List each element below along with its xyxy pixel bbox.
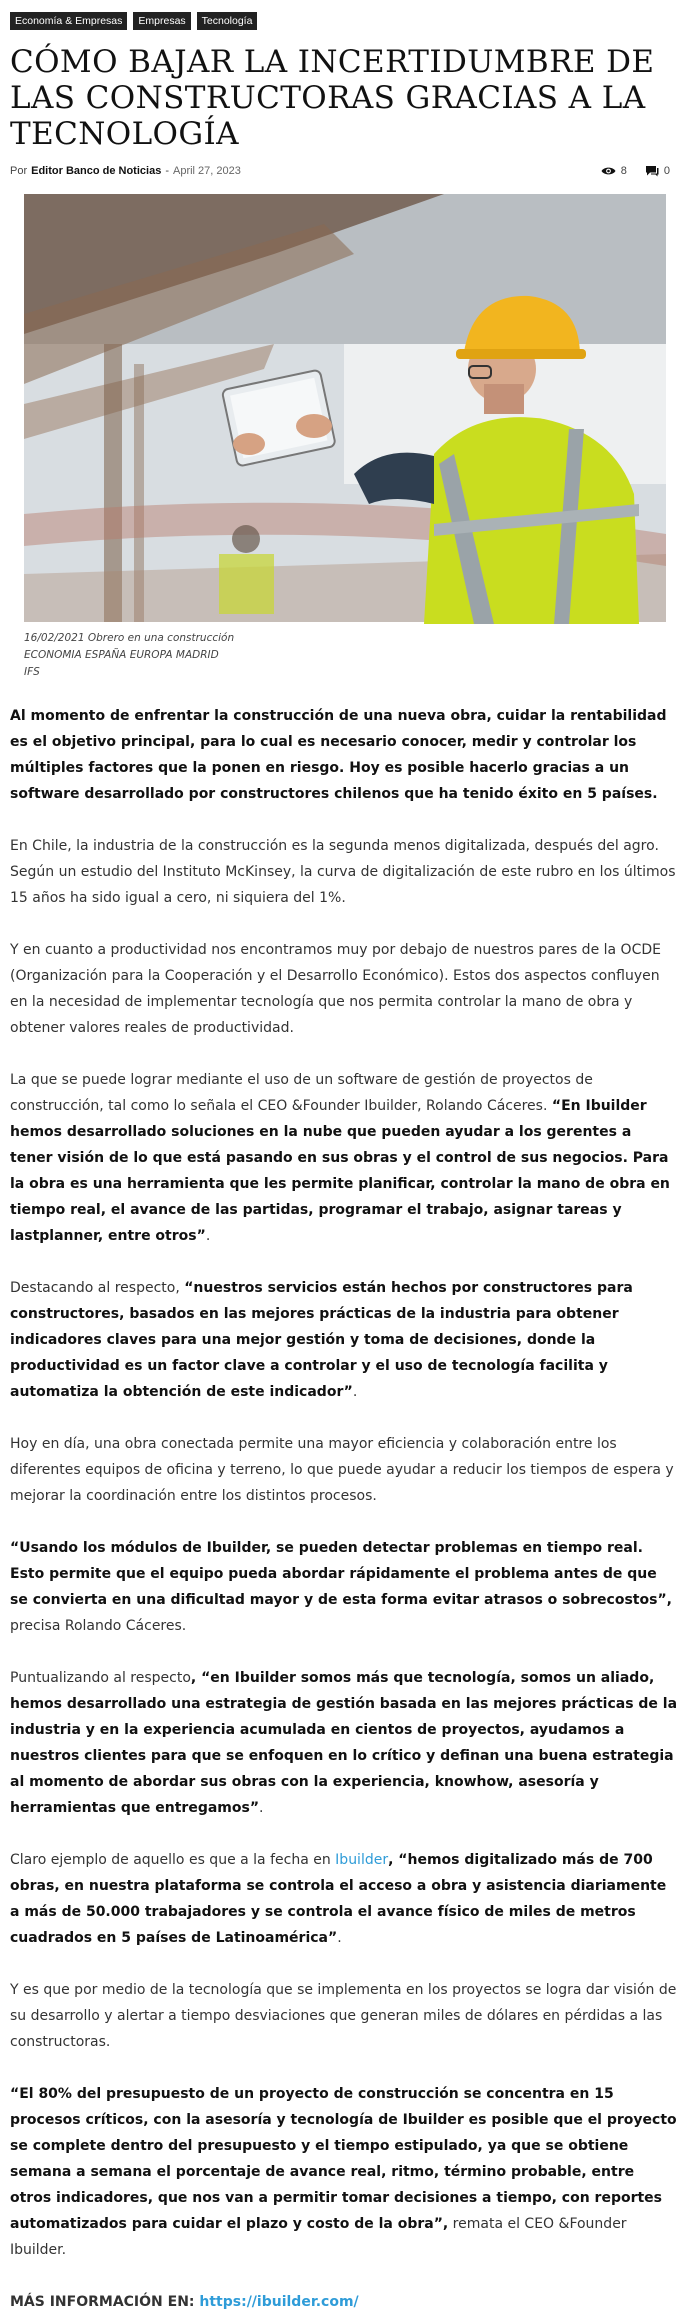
comments-count: 0 — [663, 165, 670, 177]
p8-quote: , “en Ibuilder somos más que tecnología, somos un aliado, hemos desarrollado una estrategia de gestión basada en las mejores prácticas de la industria y en la experiencia acumulada en cientos de proyectos, ayudamos a nuestros clientes para que se enfoquen en lo crítico y definan una buena estrategia al momento de abordar sus obras con la experiencia, knowhow, asesoría y herramientas que entregamos” — [10, 1670, 678, 1816]
p4-text: La que se puede lograr mediante el uso de un software de gestión de proyectos de construcción, tal como lo señala el CEO &Founder Ibuilder, Rolando Cáceres. — [10, 1072, 593, 1114]
p9-text: Claro ejemplo de aquello es que a la fecha en — [10, 1852, 336, 1868]
article-title: CÓMO BAJAR LA INCERTIDUMBRE DE LAS CONSTRUCTORAS GRACIAS A LA TECNOLOGÍA — [10, 44, 655, 152]
featured-figure — [24, 194, 666, 681]
featured-image — [24, 194, 666, 622]
paragraph-2: En Chile, la industria de la construcción es la segunda menos digitalizada, después del agro. Según un estudio del Instituto McKinsey, la curva de digitalización de este rubro en los últimos 15 años ha sido igual a cero, ni siquiera del 1%. — [10, 838, 676, 906]
paragraph-5 — [10, 1275, 678, 1405]
p4-quote: “En Ibuilder hemos desarrollado soluciones en la nube que pueden ayudar a los gerentes a tener visión de lo que está pasando en sus obras y el control de sus negocios. Para la obra es una herramienta que les permite planificar, controlar la mano de obra en tiempo real, el avance de las partidas, programar el trabajo, asignar tareas y lastplanner, entre otros” — [10, 1098, 670, 1244]
author-link[interactable]: Editor Banco de Noticias — [31, 165, 162, 177]
category-tag-economia[interactable]: Economía & Empresas — [10, 12, 127, 30]
p5-quote: “nuestros servicios están hechos por constructores para constructores, basados en las mejores prácticas de la industria para obtener indicadores claves para una mejor gestión y toma de decisiones, donde la productividad es un factor clave a controlar y el uso de tecnología facilita y automatiza la obtención de este indicador” — [10, 1280, 633, 1400]
more-info-label: MÁS INFORMACIÓN EN: — [10, 2294, 200, 2310]
views-count: 8 — [620, 165, 627, 177]
ibuilder-link[interactable]: Ibuilder — [335, 1852, 389, 1868]
lead-text: Al momento de enfrentar la construcción de una nueva obra, cuidar la rentabilidad es el objetivo principal, para lo cual es necesario conocer, medir y controlar los múltiples factores que la ponen en riesgo. Hoy es posible hacerlo gracias a un software desarrollado por constructores chilenos que ha tenido éxito en 5 países. — [10, 708, 667, 802]
p9-quote: , “hemos digitalizado más de 700 obras, en nuestra plataforma se controla el acceso a obra y asistencia diariamente a más de 50.000 trabajadores y se controla el avance físico de miles de metros cuadrados en 5 países de Latinoamérica” — [10, 1852, 667, 1946]
comment-icon — [645, 165, 659, 177]
views-stat — [601, 165, 627, 177]
paragraph-11 — [10, 2081, 678, 2263]
paragraph-8 — [10, 1665, 678, 1821]
category-tag-tecnologia[interactable]: Tecnología — [197, 12, 258, 30]
paragraph-6: Hoy en día, una obra conectada permite una mayor eficiencia y colaboración entre los diferentes equipos de oficina y terreno, lo que puede ayudar a reducir los tiempos de espera y mejorar la coordinación entre los distintos procesos. — [10, 1436, 674, 1504]
caption-line-1: 16/02/2021 Obrero en una construcción — [24, 632, 235, 644]
paragraph-9 — [10, 1847, 678, 1951]
p8-end: . — [259, 1800, 264, 1816]
p9-end: . — [337, 1930, 342, 1946]
p8-text: Puntualizando al respecto — [10, 1670, 191, 1686]
article-meta — [10, 162, 678, 180]
caption-line-3: IFS — [24, 666, 40, 678]
paragraph-4 — [10, 1067, 678, 1249]
comments-stat[interactable] — [645, 165, 670, 177]
p11-text: remata el CEO &Founder Ibuilder. — [10, 2216, 627, 2258]
more-info-link[interactable]: https://ibuilder.com/ — [199, 2294, 359, 2310]
paragraph-3: Y en cuanto a productividad nos encontramos muy por debajo de nuestros pares de la OCDE (Organización para la Cooperación y el Desarrollo Económico). Estos dos aspectos confluyen en la necesidad de implementar tecnología que nos permita controlar la mano de obra y obtener valores reales de productividad. — [10, 942, 661, 1036]
meta-separator: - — [165, 165, 169, 177]
p5-end: . — [352, 1384, 358, 1400]
caption-line-2: ECONOMIA ESPAÑA EUROPA MADRID — [24, 649, 219, 661]
paragraph-1 — [10, 703, 678, 807]
article-body — [10, 703, 678, 2315]
p4-end: . — [205, 1228, 211, 1244]
p7-quote: “Usando los módulos de Ibuilder, se pueden detectar problemas en tiempo real. Esto permite que el equipo pueda abordar rápidamente el problema antes de que se convierta en una dificultad mayor y de esta forma evitar atrasos o sobrecostos”, — [10, 1540, 672, 1608]
publish-date: April 27, 2023 — [173, 165, 241, 177]
p5-text: Destacando al respecto, — [10, 1280, 185, 1296]
category-tag-empresas[interactable]: Empresas — [133, 12, 190, 30]
more-info — [10, 2289, 678, 2315]
paragraph-7 — [10, 1535, 678, 1639]
p11-quote: “El 80% del presupuesto de un proyecto de construcción se concentra en 15 procesos críticos, con la asesoría y tecnología de Ibuilder es posible que el proyecto se complete dentro del presupuesto y el tiempo estipulado, ya que se obtiene semana a semana el porcentaje de avance real, ritmo, término probable, entre otros indicadores, que nos van a permitir tomar decisiones a tiempo, con reportes automatizados para cuidar el plazo y costo de la obra”, — [10, 2086, 677, 2232]
category-tags — [10, 12, 678, 30]
p7-text: precisa Rolando Cáceres. — [10, 1618, 187, 1634]
eye-icon — [601, 166, 616, 176]
image-caption — [24, 630, 666, 681]
paragraph-10: Y es que por medio de la tecnología que se implementa en los proyectos se logra dar visión de su desarrollo y alertar a tiempo desviaciones que generan miles de dólares en pérdidas a las constructoras. — [10, 1982, 677, 2050]
by-label: Por — [10, 165, 28, 177]
